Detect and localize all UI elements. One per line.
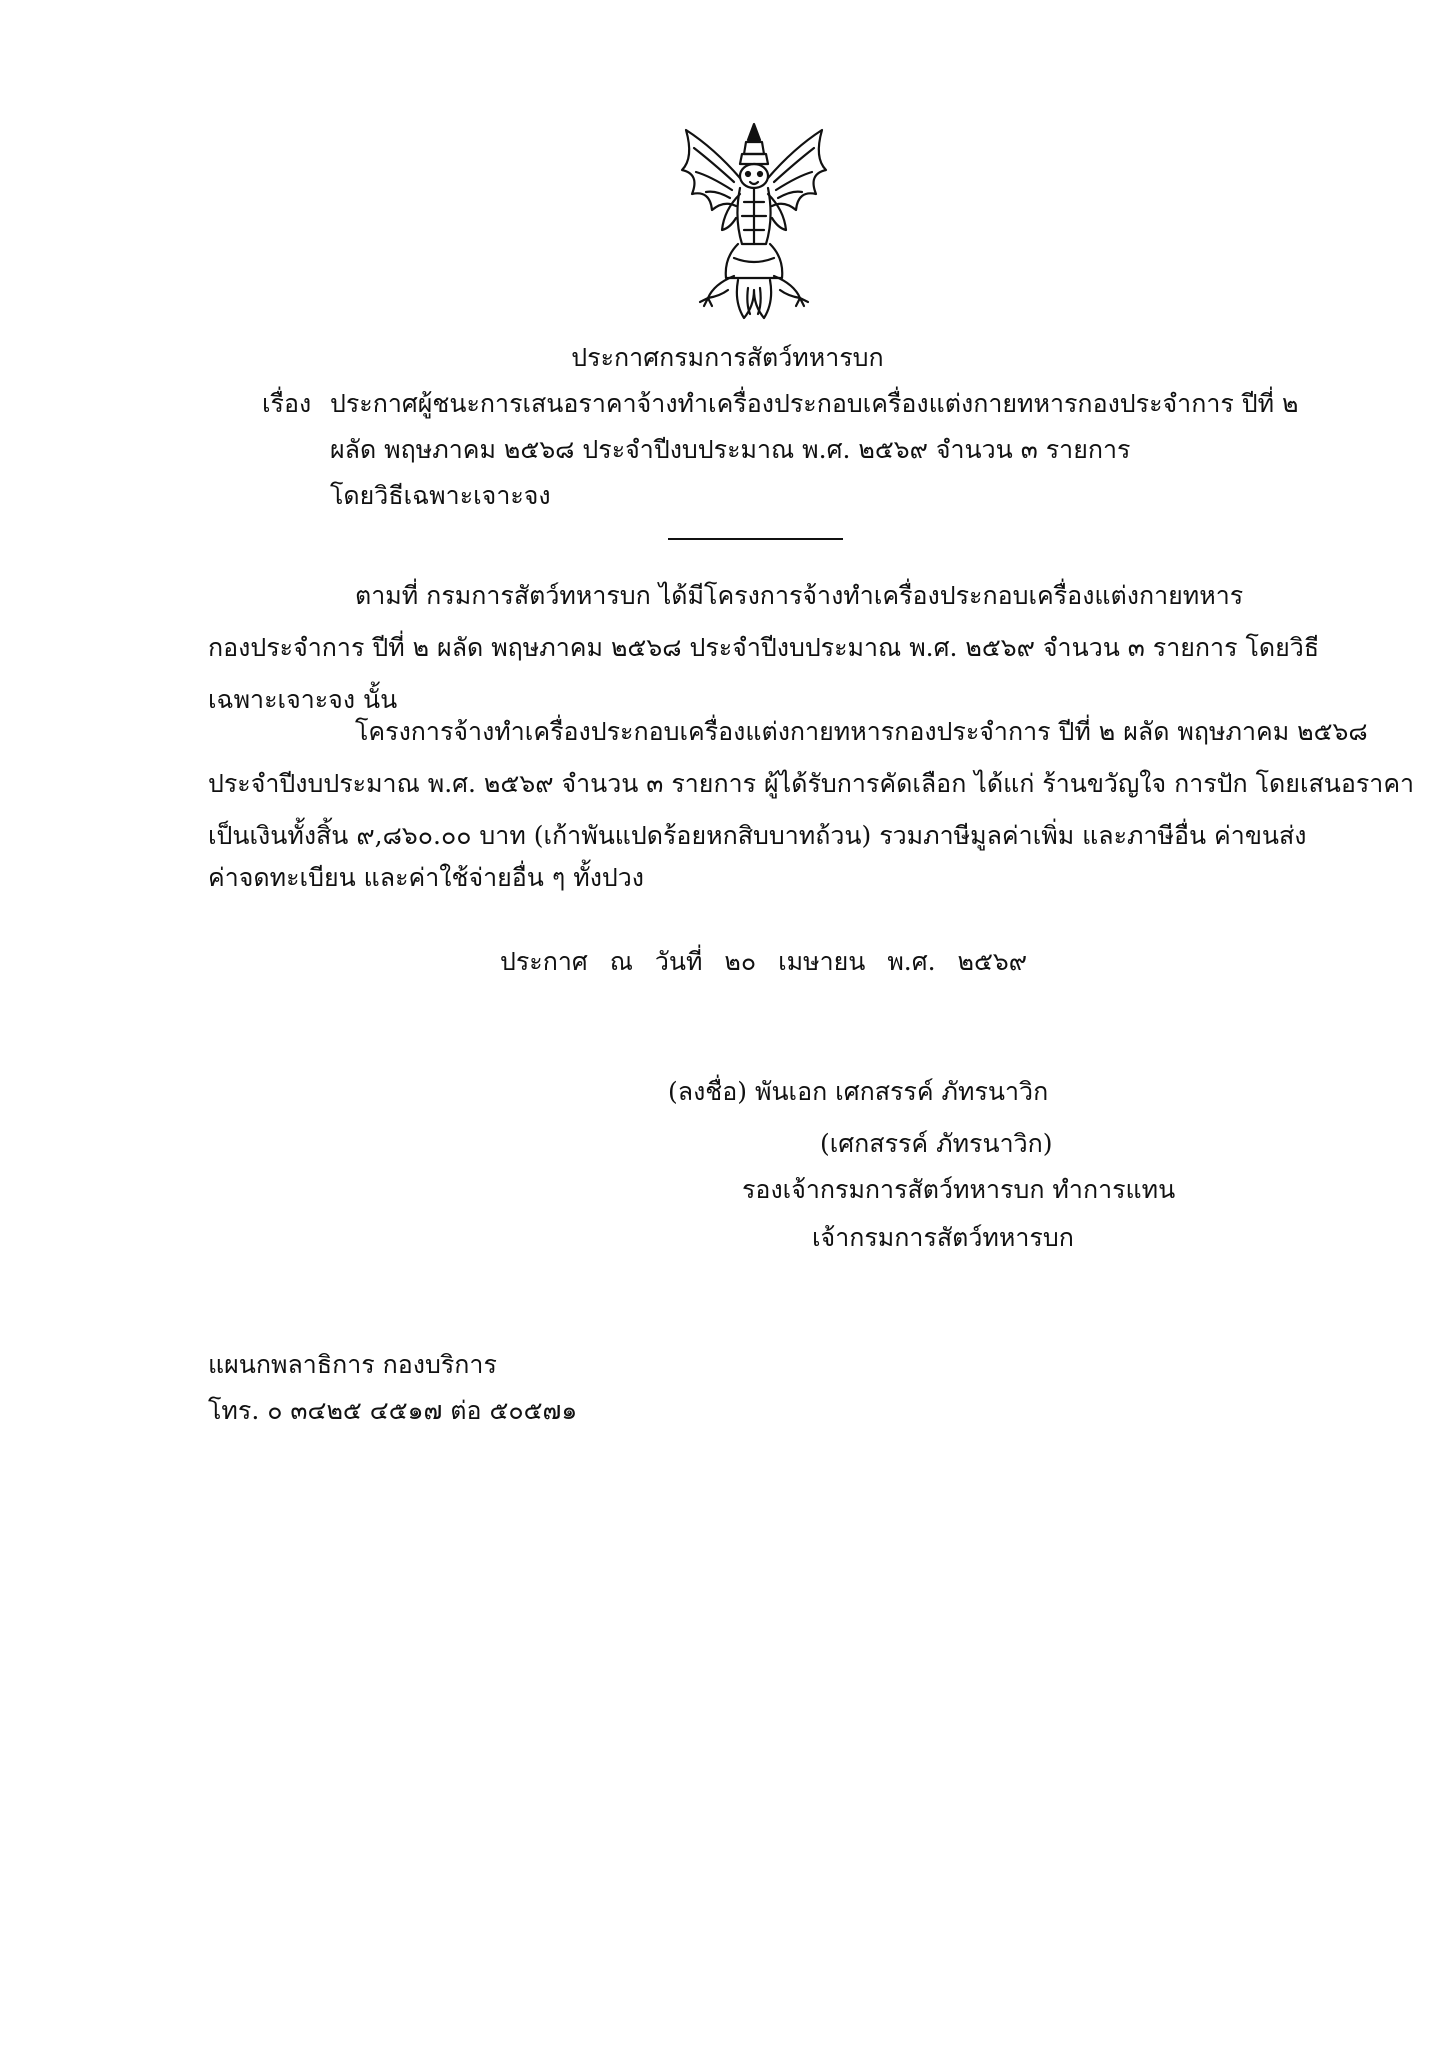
body-line: กองประจำการ ปีที่ ๒ ผลัด พฤษภาคม ๒๕๖๘ ประจำปีงบประมาณ พ.ศ. ๒๕๖๙ จำนวน ๓ รายการ โดยวิธี: [208, 633, 1320, 662]
subject-line: ผลัด พฤษภาคม ๒๕๖๘ ประจำปีงบประมาณ พ.ศ. ๒๕๖๙ จำนวน ๓ รายการ: [330, 435, 1131, 464]
body-line: ตามที่ กรมการสัตว์ทหารบก ได้มีโครงการจ้างทำเครื่องประกอบเครื่องแต่งกายทหาร: [355, 581, 1244, 610]
signature-position: เจ้ากรมการสัตว์ทหารบก: [812, 1223, 1074, 1252]
garuda-emblem-icon: [664, 118, 844, 328]
footer-phone: โทร. ๐ ๓๔๒๕ ๔๕๑๗ ต่อ ๕๐๕๗๑: [208, 1396, 578, 1425]
document-title: ประกาศกรมการสัตว์ทหารบก: [571, 343, 884, 372]
subject-label: เรื่อง: [262, 389, 312, 418]
body-line: เป็นเงินทั้งสิ้น ๙,๘๖๐.๐๐ บาท (เก้าพันแปดร้อยหกสิบบาทถ้วน) รวมภาษีมูลค่าเพิ่ม และภาษีอื่น ค่าขนส่ง: [208, 821, 1307, 850]
signature-signed: (ลงชื่อ) พันเอก เศกสรรค์ ภัทรนาวิก: [668, 1077, 1049, 1106]
body-line: เฉพาะเจาะจง นั้น: [208, 685, 398, 714]
signature-position: รองเจ้ากรมการสัตว์ทหารบก ทำการแทน: [742, 1175, 1176, 1204]
body-line: ประจำปีงบประมาณ พ.ศ. ๒๕๖๙ จำนวน ๓ รายการ ผู้ได้รับการคัดเลือก ได้แก่ ร้านขวัญใจ การปัก โดยเสนอราคา: [208, 769, 1415, 798]
subject-line: ประกาศผู้ชนะการเสนอราคาจ้างทำเครื่องประกอบเครื่องแต่งกายทหารกองประจำการ ปีที่ ๒: [330, 389, 1299, 418]
signature-name: (เศกสรรค์ ภัทรนาวิก): [820, 1129, 1053, 1158]
announcement-date: ประกาศ ณ วันที่ ๒๐ เมษายน พ.ศ. ๒๕๖๙: [500, 947, 1028, 976]
divider: [668, 538, 843, 540]
subject-line: โดยวิธีเฉพาะเจาะจง: [330, 481, 551, 510]
footer-unit: แผนกพลาธิการ กองบริการ: [208, 1350, 497, 1379]
body-line: โครงการจ้างทำเครื่องประกอบเครื่องแต่งกายทหารกองประจำการ ปีที่ ๒ ผลัด พฤษภาคม ๒๕๖๘: [355, 717, 1368, 746]
body-line: ค่าจดทะเบียน และค่าใช้จ่ายอื่น ๆ ทั้งปวง: [208, 863, 645, 892]
